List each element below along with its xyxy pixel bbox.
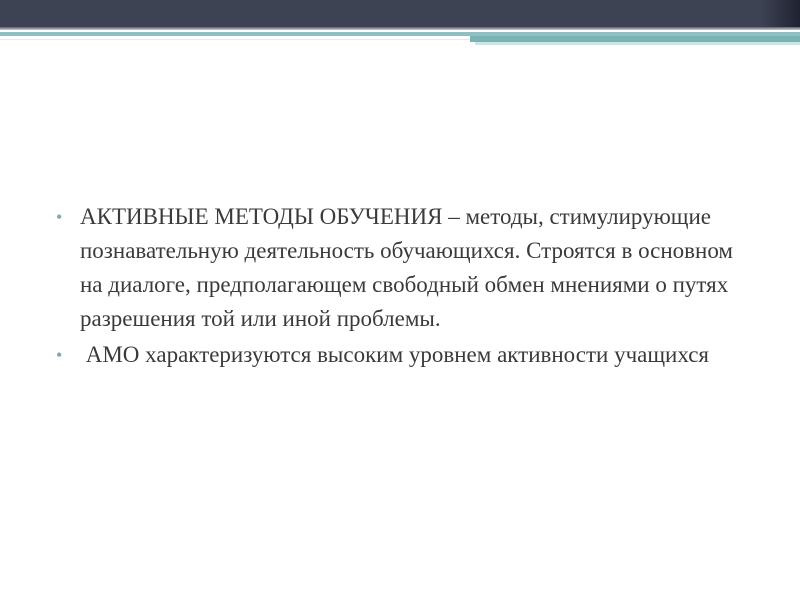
top-band-shadow <box>0 27 800 30</box>
bullet-icon: • <box>56 345 63 365</box>
bullet-item-amo <box>52 338 742 372</box>
bullet-text: АКТИВНЫЕ МЕТОДЫ ОБУЧЕНИЯ – методы, стимулирующие познавательную деятельность обучающихся. Строятся в основном на диалоге, предполагающем свободный обмен мнениями о путях разрешения той или иной проблемы. <box>80 204 733 331</box>
accent-strip-right-light <box>475 42 800 45</box>
bullet-icon: • <box>56 207 63 227</box>
bullet-text: АМО характеризуются высоким уровнем активности учащихся <box>80 342 709 367</box>
bullet-item-active-methods <box>52 200 742 336</box>
accent-strip-left <box>0 39 470 40</box>
bullet-list <box>52 200 742 372</box>
slide-body <box>52 200 742 374</box>
top-decorative-band <box>0 0 800 28</box>
top-band-corner-shadow <box>760 0 800 28</box>
